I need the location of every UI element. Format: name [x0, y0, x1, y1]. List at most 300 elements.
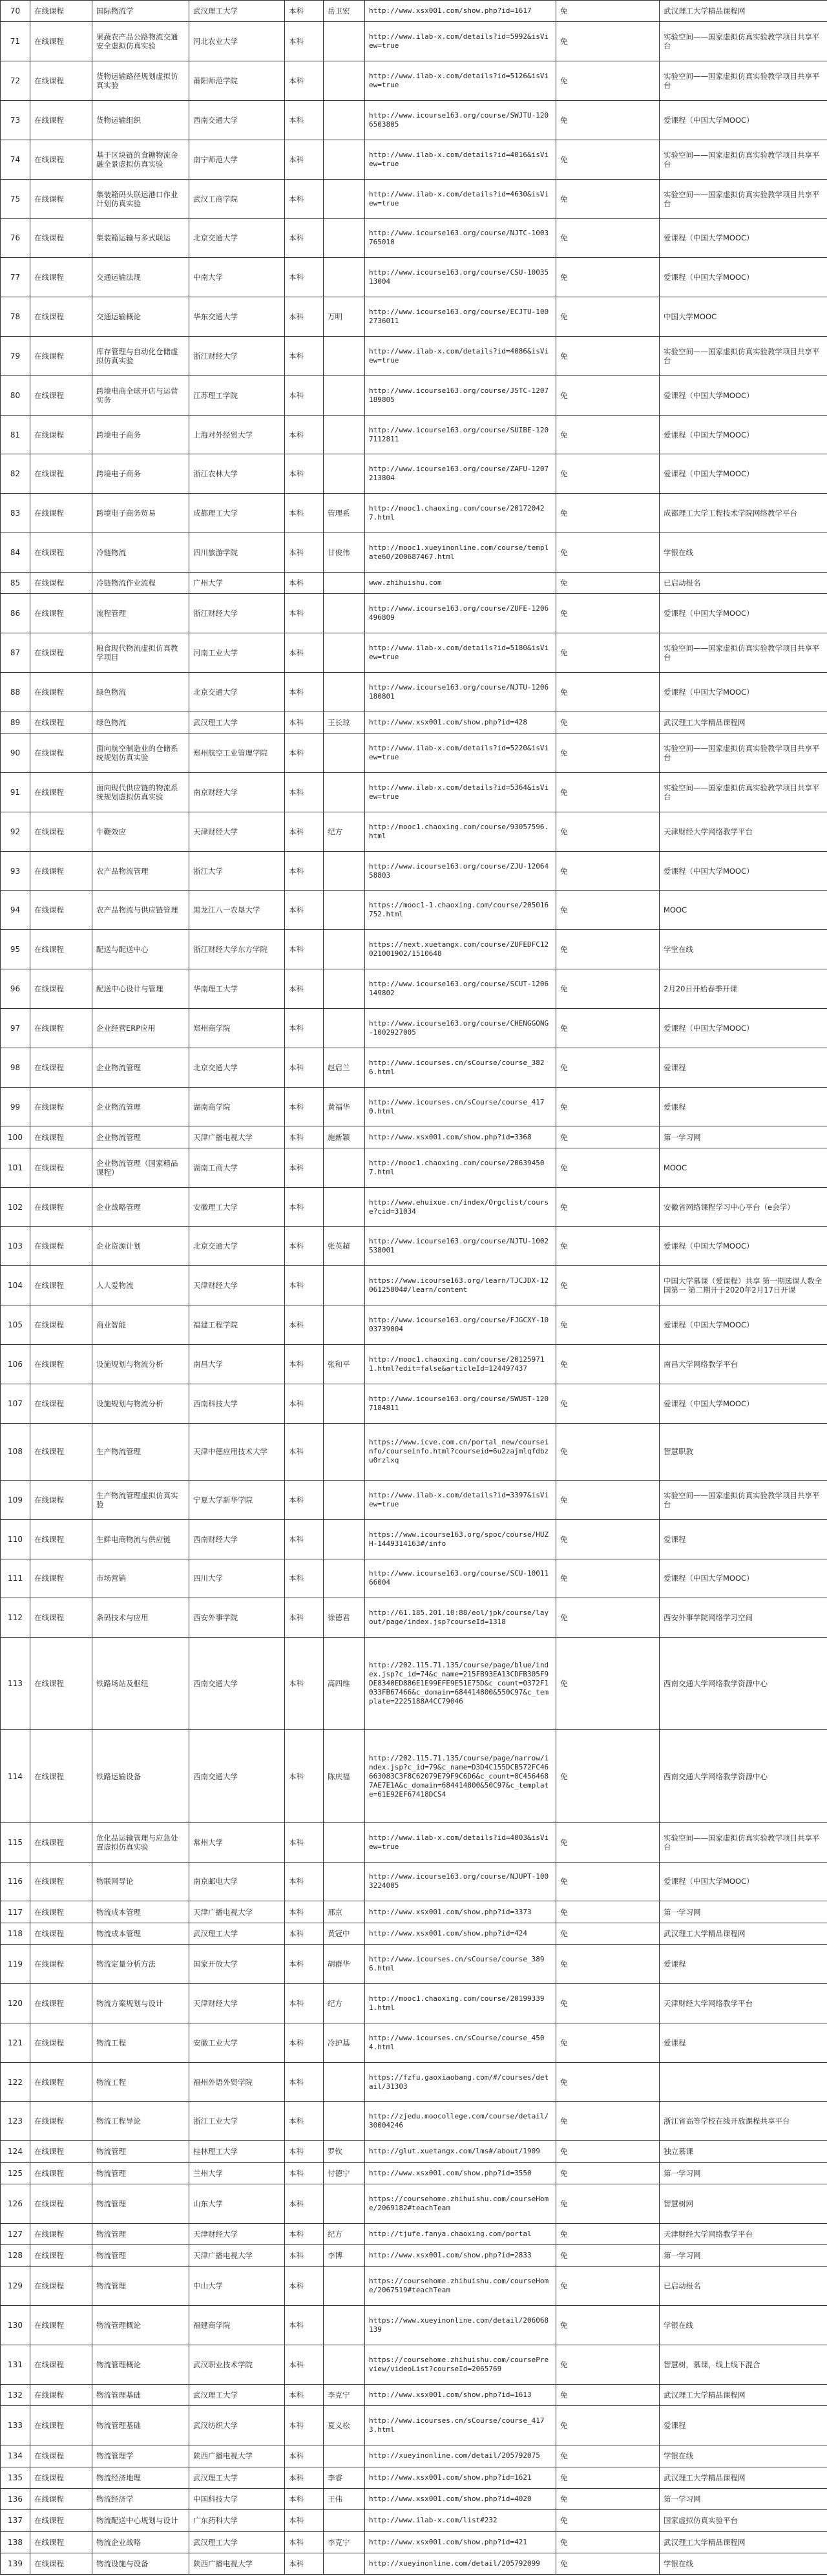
row-number: 137 [1, 2510, 30, 2531]
teacher-name: 夏义松 [324, 2406, 365, 2445]
row-number: 84 [1, 533, 30, 573]
course-url[interactable]: http://www.xsx001.com/show.php?id=1613 [365, 2385, 556, 2406]
education-level: 本科 [285, 1423, 324, 1480]
table-row [1, 2385, 827, 2406]
course-category: 在线课程 [30, 2023, 92, 2062]
fee-status: 免 [556, 2553, 660, 2575]
course-category: 在线课程 [30, 1923, 92, 1944]
education-level: 本科 [285, 1638, 324, 1730]
teacher-name [324, 891, 365, 930]
teacher-name: 高四维 [324, 1638, 365, 1730]
platform-note: 国家虚拟仿真实验平台 [660, 2510, 827, 2531]
teacher-name [324, 734, 365, 773]
course-url[interactable]: http://www.icourse163.org/course/ECJTU-1002736011 [365, 297, 556, 337]
course-name: 配送中心设计与管理 [92, 969, 189, 1009]
school-name: 福建商学院 [189, 2306, 285, 2345]
course-name: 集装箱运输与多式联运 [92, 218, 189, 258]
school-name: 武汉理工大学 [189, 2531, 285, 2553]
course-name: 铁路场站及枢纽 [92, 1638, 189, 1730]
school-name: 南京财经大学 [189, 772, 285, 812]
course-url[interactable]: http://mooc1.chaoxing.com/course/201720427.html [365, 494, 556, 533]
row-number: 74 [1, 140, 30, 179]
course-url[interactable]: http://glut.xuetangx.com/lms#/about/1909 [365, 2141, 556, 2162]
course-url[interactable]: https://www.icve.com.cn/portal_new/courseinfo/courseinfo.html?courseid=6u2zajmlqfdbzu0rzlxq [365, 1423, 556, 1480]
course-url[interactable]: http://www.icourse163.org/course/NJTU-1002538001 [365, 1227, 556, 1266]
course-url[interactable]: https://www.xueyinonline.com/detail/206068139 [365, 2306, 556, 2345]
fee-status: 免 [556, 179, 660, 218]
course-url[interactable]: http://www.icourse163.org/course/JSTC-1207189805 [365, 375, 556, 415]
course-name: 物流管理概论 [92, 2306, 189, 2345]
fee-status: 免 [556, 336, 660, 375]
table-row [1, 572, 827, 593]
course-name: 配送与配送中心 [92, 930, 189, 969]
table-row [1, 1945, 827, 1984]
teacher-name [324, 258, 365, 297]
fee-status: 免 [556, 969, 660, 1009]
course-url[interactable]: http://www.icourse163.org/course/CSU-1003513004 [365, 258, 556, 297]
row-number: 100 [1, 1126, 30, 1148]
teacher-name: 李睿 [324, 2467, 365, 2488]
row-number: 76 [1, 218, 30, 258]
row-number: 78 [1, 297, 30, 337]
course-name: 货物运输路径规划虚拟仿真实验 [92, 61, 189, 101]
platform-note: 爱课程 [660, 1087, 827, 1126]
row-number: 88 [1, 672, 30, 712]
education-level: 本科 [285, 140, 324, 179]
course-url[interactable]: http://www.ilab-x.com/details?id=3397&isView=true [365, 1480, 556, 1519]
school-name: 武汉理工大学 [189, 2467, 285, 2488]
platform-note: 西南交通大学网络教学资源中心 [660, 1638, 827, 1730]
teacher-name [324, 1384, 365, 1423]
school-name: 北京交通大学 [189, 672, 285, 712]
teacher-name: 邢京 [324, 1901, 365, 1923]
platform-note: 爱课程（中国大学MOOC） [660, 454, 827, 494]
education-level: 本科 [285, 1901, 324, 1923]
platform-note: 第一学习网 [660, 2245, 827, 2266]
education-level: 本科 [285, 2385, 324, 2406]
course-category: 在线课程 [30, 415, 92, 454]
course-url[interactable]: http://www.icourse163.org/course/SWUST-1207184811 [365, 1384, 556, 1423]
table-row [1, 2345, 827, 2385]
school-name: 南宁师范大学 [189, 140, 285, 179]
fee-status: 免 [556, 1305, 660, 1345]
course-url[interactable]: http://202.115.71.135/course/page/narrow/index.jsp?c_id=79&c_name=D3D4C155DCB572FC46663083C3F8C62079E79F9C6D6&c_count=8C4564687AE7E1A&c_domain=684414800&50C97&c_template=61E92EF67418DCS4 [365, 1730, 556, 1822]
education-level: 本科 [285, 1305, 324, 1345]
course-url[interactable]: http://www.icourse163.org/course/SCU-1001166004 [365, 1559, 556, 1598]
education-level: 本科 [285, 2510, 324, 2531]
course-name: 面向航空制造业的仓储系统规划仿真实验 [92, 734, 189, 773]
table-row [1, 415, 827, 454]
education-level: 本科 [285, 1344, 324, 1384]
course-url[interactable]: http://www.ilab-x.com/details?id=5992&isView=true [365, 22, 556, 61]
course-category: 在线课程 [30, 969, 92, 1009]
course-name: 面向现代供应链的物流系统规划虚拟仿真实验 [92, 772, 189, 812]
row-number: 111 [1, 1559, 30, 1598]
fee-status: 免 [556, 1087, 660, 1126]
course-category: 在线课程 [30, 258, 92, 297]
course-name: 物流工程导论 [92, 2102, 189, 2141]
education-level: 本科 [285, 1923, 324, 1944]
course-url[interactable]: https://fzfu.gaoxiaobang.com/#/courses/detail/31303 [365, 2062, 556, 2102]
row-number: 103 [1, 1227, 30, 1266]
table-row [1, 101, 827, 140]
school-name: 武汉工商学院 [189, 179, 285, 218]
course-url[interactable]: http://www.xsx001.com/show.php?id=428 [365, 712, 556, 733]
school-name: 武汉理工大学 [189, 712, 285, 733]
table-row [1, 1266, 827, 1305]
row-number: 134 [1, 2445, 30, 2467]
table-row [1, 1126, 827, 1148]
course-url[interactable]: http://www.ilab-x.com/details?id=5180&isView=true [365, 633, 556, 673]
fee-status: 免 [556, 101, 660, 140]
platform-note: 爱课程 [660, 1945, 827, 1984]
course-url[interactable]: http://zjedu.moocollege.com/course/detail/30004246 [365, 2102, 556, 2141]
table-row [1, 2467, 827, 2488]
fee-status: 免 [556, 258, 660, 297]
course-name: 危化品运输管理与应急处置虚拟仿真实验 [92, 1822, 189, 1862]
teacher-name [324, 572, 365, 593]
course-url[interactable]: https://coursehome.zhihuishu.com/courseHome/2067519#teachTeam [365, 2266, 556, 2306]
course-url[interactable]: http://www.xsx001.com/show.php?id=2833 [365, 2245, 556, 2266]
course-url[interactable]: http://mooc1.xueyinonline.com/course/template60/200687467.html [365, 533, 556, 573]
fee-status: 免 [556, 454, 660, 494]
course-url[interactable]: http://www.ilab-x.com/list#232 [365, 2510, 556, 2531]
platform-note: 爱课程（中国大学MOOC） [660, 1305, 827, 1345]
fee-status: 免 [556, 22, 660, 61]
row-number: 120 [1, 1983, 30, 2023]
course-url[interactable]: http://www.icourse163.org/course/FJGCXY-1003739004 [365, 1305, 556, 1345]
education-level: 本科 [285, 2102, 324, 2141]
platform-note: 武汉理工大学精品课程网 [660, 712, 827, 733]
teacher-name [324, 772, 365, 812]
course-url[interactable]: http://www.icourses.cn/sCourse/course_4504.html [365, 2023, 556, 2062]
row-number: 87 [1, 633, 30, 673]
course-category: 在线课程 [30, 812, 92, 851]
school-name: 四川大学 [189, 1559, 285, 1598]
school-name: 天津财经大学 [189, 1983, 285, 2023]
course-url[interactable]: http://www.xsx001.com/show.php?id=3550 [365, 2162, 556, 2184]
course-url[interactable]: https://coursehome.zhihuishu.com/coursePreview/videoList?courseId=2065769 [365, 2345, 556, 2385]
course-category: 在线课程 [30, 1227, 92, 1266]
education-level: 本科 [285, 101, 324, 140]
course-name: 库存管理与自动化仓储虚拟仿真实验 [92, 336, 189, 375]
table-row [1, 851, 827, 891]
course-url[interactable]: https://next.xuetangx.com/course/ZUFEDFC12021001902/1510648 [365, 930, 556, 969]
school-name: 中国科技大学 [189, 2488, 285, 2509]
fee-status: 免 [556, 572, 660, 593]
school-name: 国家开放大学 [189, 1945, 285, 1984]
row-number: 121 [1, 2023, 30, 2062]
course-category: 在线课程 [30, 2162, 92, 2184]
platform-note: 实验空间——国家虚拟仿真实验教学项目共享平台 [660, 179, 827, 218]
course-name: 基于区块链的食糖物流金融全景虚拟仿真实验 [92, 140, 189, 179]
table-row [1, 218, 827, 258]
school-name: 西南交通大学 [189, 1730, 285, 1822]
table-row [1, 2023, 827, 2062]
school-name: 郑州航空工业管理学院 [189, 734, 285, 773]
course-category: 在线课程 [30, 712, 92, 733]
education-level: 本科 [285, 1519, 324, 1559]
course-category: 在线课程 [30, 1087, 92, 1126]
course-category: 在线课程 [30, 533, 92, 573]
education-level: 本科 [285, 2406, 324, 2445]
school-name: 西南交通大学 [189, 1638, 285, 1730]
school-name: 天津财经大学 [189, 2223, 285, 2244]
course-url[interactable]: http://www.ilab-x.com/details?id=5364&isView=true [365, 772, 556, 812]
school-name: 西南财经大学 [189, 1519, 285, 1559]
fee-status: 免 [556, 812, 660, 851]
course-name: 交通运输概论 [92, 297, 189, 337]
course-url[interactable]: http://www.icourse163.org/course/SWJTU-1206503805 [365, 101, 556, 140]
course-url[interactable]: http://www.ehuixue.cn/index/Orgclist/course?cid=31034 [365, 1187, 556, 1227]
platform-note: 武汉理工大学精品课程网 [660, 2467, 827, 2488]
course-name: 物流管理学 [92, 2445, 189, 2467]
school-name: 福建工程学院 [189, 1305, 285, 1345]
course-category: 在线课程 [30, 1148, 92, 1187]
course-url[interactable]: http://www.xsx001.com/show.php?id=3368 [365, 1126, 556, 1148]
table-row [1, 494, 827, 533]
fee-status: 免 [556, 891, 660, 930]
row-number: 98 [1, 1048, 30, 1087]
course-url[interactable]: http://61.185.201.10:88/eol/jpk/course/layout/page/index.jsp?courseId=1318 [365, 1598, 556, 1638]
school-name: 广州大学 [189, 572, 285, 593]
teacher-name: 黄福华 [324, 1087, 365, 1126]
table-row [1, 1008, 827, 1048]
course-url[interactable]: http://www.icourse163.org/course/CHENGGONG-1002927005 [365, 1008, 556, 1048]
course-url[interactable]: http://www.ilab-x.com/details?id=4016&isView=true [365, 140, 556, 179]
fee-status: 免 [556, 494, 660, 533]
course-url[interactable]: http://www.icourse163.org/course/NJTU-1206180801 [365, 672, 556, 712]
course-name: 物流管理基础 [92, 2406, 189, 2445]
row-number: 97 [1, 1008, 30, 1048]
table-row [1, 258, 827, 297]
platform-note: 浙江省高等学校在线开放课程共享平台 [660, 2102, 827, 2141]
education-level: 本科 [285, 633, 324, 673]
course-category: 在线课程 [30, 2445, 92, 2467]
course-url[interactable]: http://mooc1.chaoxing.com/course/93057596.html [365, 812, 556, 851]
fee-status: 免 [556, 633, 660, 673]
fee-status: 免 [556, 2223, 660, 2244]
education-level: 本科 [285, 1, 324, 22]
education-level: 本科 [285, 2467, 324, 2488]
row-number: 72 [1, 61, 30, 101]
platform-note: 武汉理工大学精品课程网 [660, 2531, 827, 2553]
course-name: 交通运输法规 [92, 258, 189, 297]
platform-note: 实验空间——国家虚拟仿真实验教学项目共享平台 [660, 140, 827, 179]
table-row [1, 533, 827, 573]
course-url[interactable]: http://www.icourse163.org/course/ZAFU-1207213804 [365, 454, 556, 494]
table-row [1, 1598, 827, 1638]
platform-note: 爱课程（中国大学MOOC） [660, 1227, 827, 1266]
course-category: 在线课程 [30, 375, 92, 415]
course-url[interactable]: http://www.xsx001.com/show.php?id=1621 [365, 2467, 556, 2488]
course-category: 在线课程 [30, 1638, 92, 1730]
course-url[interactable]: http://www.icourse163.org/course/SCUT-1206149802 [365, 969, 556, 1009]
education-level: 本科 [285, 2162, 324, 2184]
platform-note: 爱课程（中国大学MOOC） [660, 851, 827, 891]
platform-note: 实验空间——国家虚拟仿真实验教学项目共享平台 [660, 22, 827, 61]
course-url[interactable]: www.zhihuishu.com [365, 572, 556, 593]
course-url[interactable]: http://www.xsx001.com/show.php?id=421 [365, 2531, 556, 2553]
row-number: 94 [1, 891, 30, 930]
course-url[interactable]: http://www.icourses.cn/sCourse/course_4173.html [365, 2406, 556, 2445]
school-name: 江苏理工学院 [189, 375, 285, 415]
course-name: 物流经济地理 [92, 2467, 189, 2488]
platform-note: 爱课程（中国大学MOOC） [660, 1384, 827, 1423]
course-category: 在线课程 [30, 1008, 92, 1048]
fee-status: 免 [556, 1, 660, 22]
course-url[interactable]: http://202.115.71.135/course/page/blue/index.jsp?c_id=74&c_name=215FB93EA13CDFB305F9DE8340ED886E1E99EFE9E51E75D&c_count=0372F1033FB67466&c_domain=684414800&550C97&c_template=2225188A4CC79046 [365, 1638, 556, 1730]
education-level: 本科 [285, 2553, 324, 2575]
course-name: 物流工程 [92, 2023, 189, 2062]
row-number: 133 [1, 2406, 30, 2445]
course-category: 在线课程 [30, 572, 92, 593]
school-name: 天津财经大学 [189, 1266, 285, 1305]
course-url[interactable]: http://www.icourse163.org/course/NJUPT-1003224005 [365, 1862, 556, 1901]
table-row [1, 2223, 827, 2244]
education-level: 本科 [285, 1187, 324, 1227]
table-row [1, 2184, 827, 2223]
platform-note: MOOC [660, 891, 827, 930]
fee-status: 免 [556, 594, 660, 633]
teacher-name [324, 2510, 365, 2531]
course-name: 物联网导论 [92, 1862, 189, 1901]
course-url[interactable]: http://www.xsx001.com/show.php?id=1617 [365, 1, 556, 22]
course-url[interactable]: http://www.ilab-x.com/details?id=5126&isView=true [365, 61, 556, 101]
platform-note: 爱课程（中国大学MOOC） [660, 672, 827, 712]
table-row [1, 1480, 827, 1519]
education-level: 本科 [285, 1148, 324, 1187]
course-category: 在线课程 [30, 2223, 92, 2244]
teacher-name [324, 1559, 365, 1598]
school-name: 湖南商学院 [189, 1087, 285, 1126]
course-url[interactable]: http://www.icourses.cn/sCourse/course_3826.html [365, 1048, 556, 1087]
education-level: 本科 [285, 1087, 324, 1126]
fee-status: 免 [556, 533, 660, 573]
table-row [1, 734, 827, 773]
education-level: 本科 [285, 375, 324, 415]
teacher-name [324, 633, 365, 673]
school-name: 陕西广播电视大学 [189, 2553, 285, 2575]
course-url[interactable]: http://www.icourse163.org/course/ZUFE-1206496809 [365, 594, 556, 633]
platform-note: 独立慕课 [660, 2141, 827, 2162]
fee-status: 免 [556, 1519, 660, 1559]
course-url[interactable]: http://tjufe.fanya.chaoxing.com/portal [365, 2223, 556, 2244]
teacher-name [324, 930, 365, 969]
platform-note: 学银在线 [660, 2553, 827, 2575]
course-url[interactable]: http://www.icourses.cn/sCourse/course_4170.html [365, 1087, 556, 1126]
course-category: 在线课程 [30, 594, 92, 633]
course-name: 物流成本管理 [92, 1923, 189, 1944]
teacher-name: 施新颖 [324, 1126, 365, 1148]
row-number: 93 [1, 851, 30, 891]
education-level: 本科 [285, 2062, 324, 2102]
teacher-name [324, 1862, 365, 1901]
fee-status: 免 [556, 140, 660, 179]
fee-status: 免 [556, 851, 660, 891]
course-url[interactable]: http://xueyinonline.com/detail/205792075 [365, 2445, 556, 2467]
course-category: 在线课程 [30, 1480, 92, 1519]
teacher-name [324, 2553, 365, 2575]
school-name: 福州外语外贸学院 [189, 2062, 285, 2102]
course-url[interactable]: http://mooc1.chaoxing.com/course/206394507.html [365, 1148, 556, 1187]
row-number: 104 [1, 1266, 30, 1305]
platform-note: 学银在线 [660, 533, 827, 573]
course-url[interactable]: http://www.icourse163.org/course/ZJU-1206458803 [365, 851, 556, 891]
course-url[interactable]: http://www.ilab-x.com/details?id=4003&isView=true [365, 1822, 556, 1862]
course-url[interactable]: http://www.ilab-x.com/details?id=4630&isView=true [365, 179, 556, 218]
row-number: 127 [1, 2223, 30, 2244]
course-category: 在线课程 [30, 1305, 92, 1345]
teacher-name: 付德宁 [324, 2162, 365, 2184]
table-row [1, 22, 827, 61]
course-url[interactable]: http://mooc1.chaoxing.com/course/201259711.html?edit=false&articleId=124497437 [365, 1344, 556, 1384]
course-name: 冷链物流作业流程 [92, 572, 189, 593]
teacher-name [324, 61, 365, 101]
course-name: 牛鞭效应 [92, 812, 189, 851]
education-level: 本科 [285, 2266, 324, 2306]
course-url[interactable]: http://www.icourses.cn/sCourse/course_3896.html [365, 1945, 556, 1984]
table-row [1, 2553, 827, 2575]
fee-status: 免 [556, 1923, 660, 1944]
school-name: 武汉理工大学 [189, 1923, 285, 1944]
teacher-name: 陈庆福 [324, 1730, 365, 1822]
fee-status: 免 [556, 1384, 660, 1423]
course-category: 在线课程 [30, 2266, 92, 2306]
course-url[interactable]: https://www.icourse163.org/learn/TJCJDX-1206125804#/learn/content [365, 1266, 556, 1305]
row-number: 126 [1, 2184, 30, 2223]
course-url[interactable]: http://www.xsx001.com/show.php?id=3373 [365, 1901, 556, 1923]
table-row [1, 1901, 827, 1923]
platform-note: 安徽省网络课程学习中心平台（e会学） [660, 1187, 827, 1227]
teacher-name [324, 218, 365, 258]
fee-status: 免 [556, 2385, 660, 2406]
table-row [1, 1730, 827, 1822]
course-category: 在线课程 [30, 1901, 92, 1923]
course-url[interactable]: http://www.xsx001.com/show.php?id=424 [365, 1923, 556, 1944]
row-number: 77 [1, 258, 30, 297]
fee-status: 免 [556, 2531, 660, 2553]
course-url[interactable]: https://www.icourse163.org/spoc/course/HUZH-1449314163#/info [365, 1519, 556, 1559]
platform-note: 实验空间——国家虚拟仿真实验教学项目共享平台 [660, 336, 827, 375]
course-url[interactable]: http://www.icourse163.org/course/NJTC-1003765010 [365, 218, 556, 258]
course-url[interactable]: http://www.icourse163.org/course/SUIBE-1207112811 [365, 415, 556, 454]
course-url[interactable]: http://www.ilab-x.com/details?id=5220&isView=true [365, 734, 556, 773]
teacher-name [324, 2062, 365, 2102]
platform-note: 爱课程 [660, 1048, 827, 1087]
platform-note: 爱课程（中国大学MOOC） [660, 375, 827, 415]
course-category: 在线课程 [30, 1423, 92, 1480]
course-url[interactable]: http://mooc1.chaoxing.com/course/201993391.html [365, 1983, 556, 2023]
course-url[interactable]: http://xueyinonline.com/detail/205792099 [365, 2553, 556, 2575]
fee-status: 免 [556, 1822, 660, 1862]
school-name: 中山大学 [189, 2266, 285, 2306]
course-url[interactable]: https://coursehome.zhihuishu.com/courseHome/2069182#teachTeam [365, 2184, 556, 2223]
course-name: 企业战略管理 [92, 1187, 189, 1227]
table-row [1, 2162, 827, 2184]
course-name: 物流管理 [92, 2266, 189, 2306]
platform-note: 实验空间——国家虚拟仿真实验教学项目共享平台 [660, 61, 827, 101]
course-url[interactable]: https://mooc1-1.chaoxing.com/course/205016752.html [365, 891, 556, 930]
fee-status: 免 [556, 415, 660, 454]
education-level: 本科 [285, 2531, 324, 2553]
course-url[interactable]: http://www.xsx001.com/show.php?id=4020 [365, 2488, 556, 2509]
row-number: 71 [1, 22, 30, 61]
course-name: 物流管理 [92, 2223, 189, 2244]
school-name: 浙江大学 [189, 851, 285, 891]
course-url[interactable]: http://www.ilab-x.com/details?id=4086&isView=true [365, 336, 556, 375]
table-row [1, 1923, 827, 1944]
